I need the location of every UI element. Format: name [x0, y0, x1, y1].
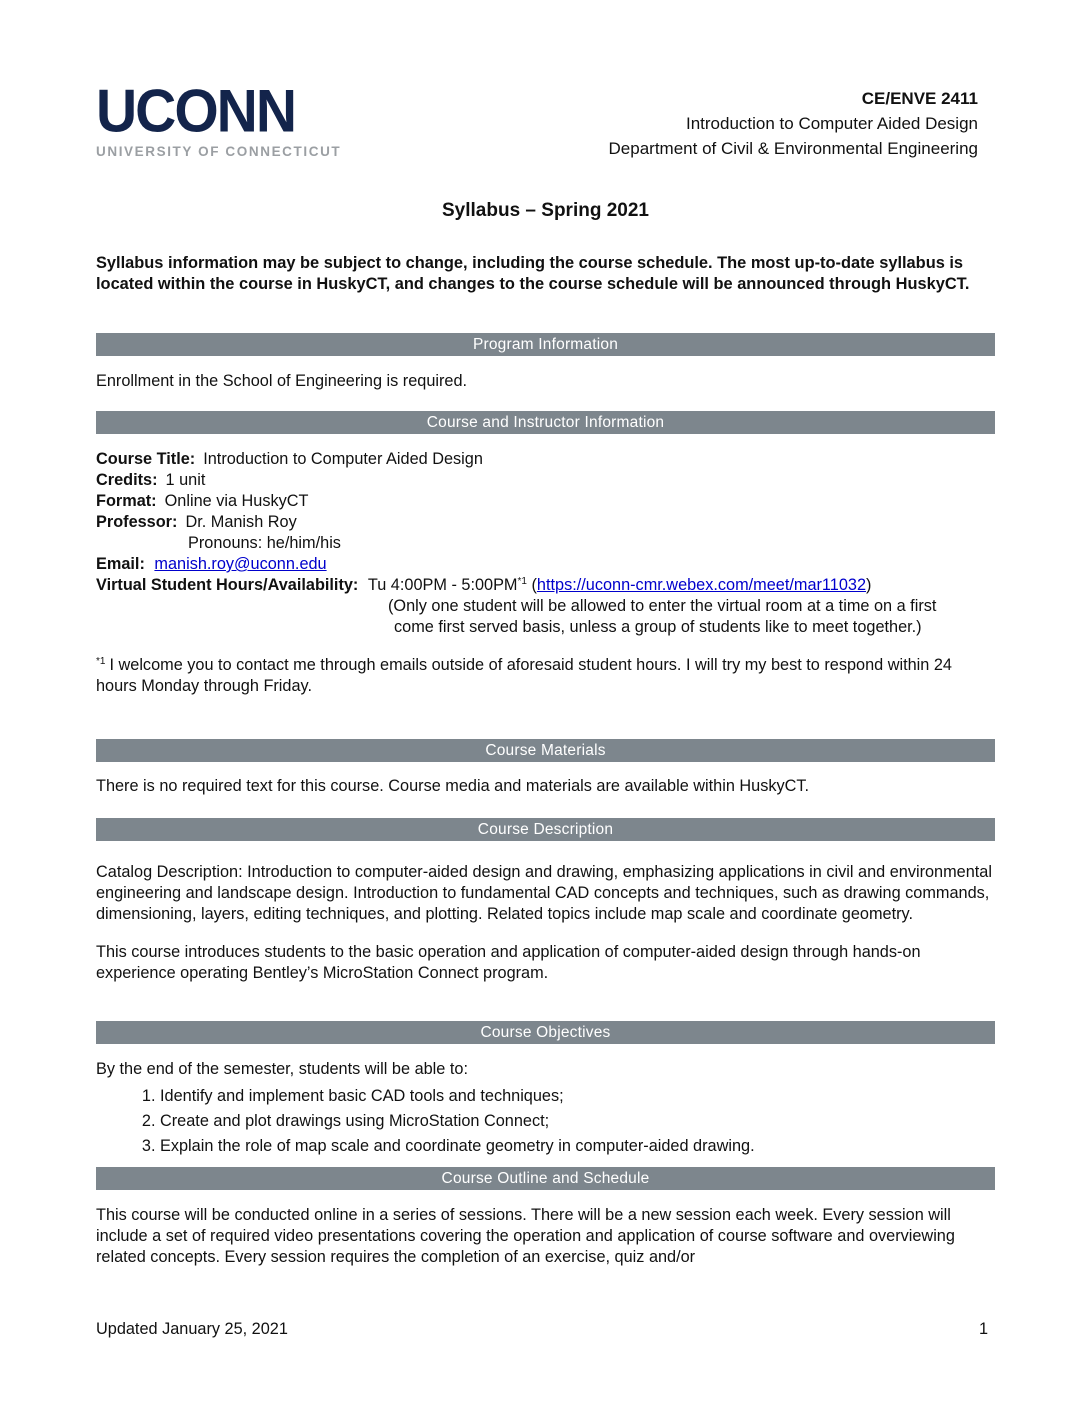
- section-heading-label: Program Information: [472, 336, 619, 353]
- objectives-intro: By the end of the semester, students will be able to:: [96, 1060, 468, 1078]
- section-header-course-outline-schedule: [96, 1167, 995, 1190]
- email-link[interactable]: manish.roy@uconn.edu: [154, 555, 327, 573]
- email-row: [96, 554, 995, 575]
- footnote-text: I welcome you to contact me through emails outside of aforesaid student hours. I will try my best to respond within 24 hours Monday through Friday.: [96, 656, 952, 695]
- hours-time: Tu 4:00PM - 5:00PM: [367, 576, 518, 594]
- format-row: [96, 491, 995, 512]
- objective-item: 3. Explain the role of map scale and coordinate geometry in computer-aided drawing.: [160, 1134, 995, 1159]
- field-value: Online via HuskyCT: [164, 492, 309, 510]
- field-value: Dr. Manish Roy: [185, 513, 297, 531]
- professor-row: [96, 512, 995, 533]
- hours-note-line: come first served basis, unless a group of students like to meet together.): [394, 618, 922, 636]
- hours-note: [96, 596, 995, 638]
- objectives-list: [96, 1084, 995, 1159]
- header-course-name: Introduction to Computer Aided Design: [685, 114, 978, 133]
- header-department: Department of Civil & Environmental Engineering: [608, 139, 978, 158]
- section-heading-label: Course Objectives: [480, 1024, 611, 1041]
- close-paren: ): [866, 576, 872, 594]
- footer-page-number: 1: [978, 1320, 988, 1338]
- field-value: 1 unit: [165, 471, 206, 489]
- header-course-code: CE/ENVE 2411: [861, 89, 978, 108]
- page-title: Syllabus – Spring 2021: [442, 200, 649, 221]
- uconn-wordmark: UCONN: [96, 77, 295, 146]
- section-header-course-instructor-information: [96, 411, 995, 434]
- footnote: [96, 655, 995, 697]
- section-header-course-materials: [96, 739, 995, 762]
- hours-note-line: (Only one student will be allowed to enter the virtual room at a time on a first: [388, 597, 937, 615]
- course-title-row: [96, 449, 995, 470]
- objective-item: 1. Identify and implement basic CAD tools and techniques;: [160, 1084, 995, 1109]
- open-paren: (: [531, 576, 537, 594]
- instructor-info-block: [96, 449, 995, 638]
- field-value: Introduction to Computer Aided Design: [203, 450, 483, 468]
- section-header-course-objectives: [96, 1021, 995, 1044]
- virtual-hours-row: [96, 575, 995, 596]
- footnote-reference: *1: [517, 576, 527, 587]
- section-heading-label: Course Outline and Schedule: [441, 1170, 650, 1187]
- field-label: Virtual Student Hours/Availability:: [96, 576, 359, 594]
- field-label: Email:: [96, 555, 145, 573]
- change-notice: Syllabus information may be subject to change, including the course schedule. The most up-to-date syllabus is located within the course in HuskyCT, and changes to the course schedule will be announced through HuskyCT.: [96, 254, 970, 293]
- header-course-info: [609, 86, 978, 161]
- document-header: [96, 77, 995, 162]
- objective-item: 2. Create and plot drawings using MicroStation Connect;: [160, 1109, 995, 1134]
- field-label: Format:: [96, 492, 157, 510]
- uconn-logo-subtext: UNIVERSITY OF CONNECTICUT: [96, 144, 342, 160]
- pronouns-line: Pronouns: he/him/his: [188, 534, 341, 552]
- footnote-marker: *1: [96, 656, 106, 667]
- course-materials-text: There is no required text for this course. Course media and materials are available within HuskyCT.: [96, 777, 810, 795]
- outline-text: This course will be conducted online in a series of sessions. There will be a new session each week. Every session will include a set of required video presentations covering the operation and application of course software and overviewing related concepts. Every session requires the completion of an exercise, quiz and/or: [96, 1206, 955, 1266]
- credits-row: [96, 470, 995, 491]
- field-label: Credits:: [96, 471, 158, 489]
- webex-link[interactable]: https://uconn-cmr.webex.com/meet/mar11032: [536, 576, 866, 594]
- field-label: Professor:: [96, 513, 178, 531]
- section-heading-label: Course and Instructor Information: [426, 414, 665, 431]
- footer-updated-date: Updated January 25, 2021: [96, 1320, 288, 1338]
- section-header-program-information: [96, 333, 995, 356]
- page-footer: [96, 1320, 988, 1339]
- uconn-logo: [96, 77, 342, 160]
- section-heading-label: Course Materials: [485, 742, 606, 759]
- description-paragraph-2: This course introduces students to the basic operation and application of computer-aided design through hands-on experience operating Bentley’s MicroStation Connect program.: [96, 943, 921, 982]
- section-header-course-description: [96, 818, 995, 841]
- field-label: Course Title:: [96, 450, 196, 468]
- program-information-text: Enrollment in the School of Engineering is required.: [96, 372, 468, 390]
- section-heading-label: Course Description: [477, 821, 614, 838]
- description-paragraph-1: Catalog Description: Introduction to computer-aided design and drawing, emphasizing applications in civil and environmental engineering and landscape design. Introduction to fundamental CAD concepts and techniques, such as drawing commands, dimensioning, layers, editing techniques, and plotting. Related topics include map scale and coordinate geometry.: [96, 863, 992, 923]
